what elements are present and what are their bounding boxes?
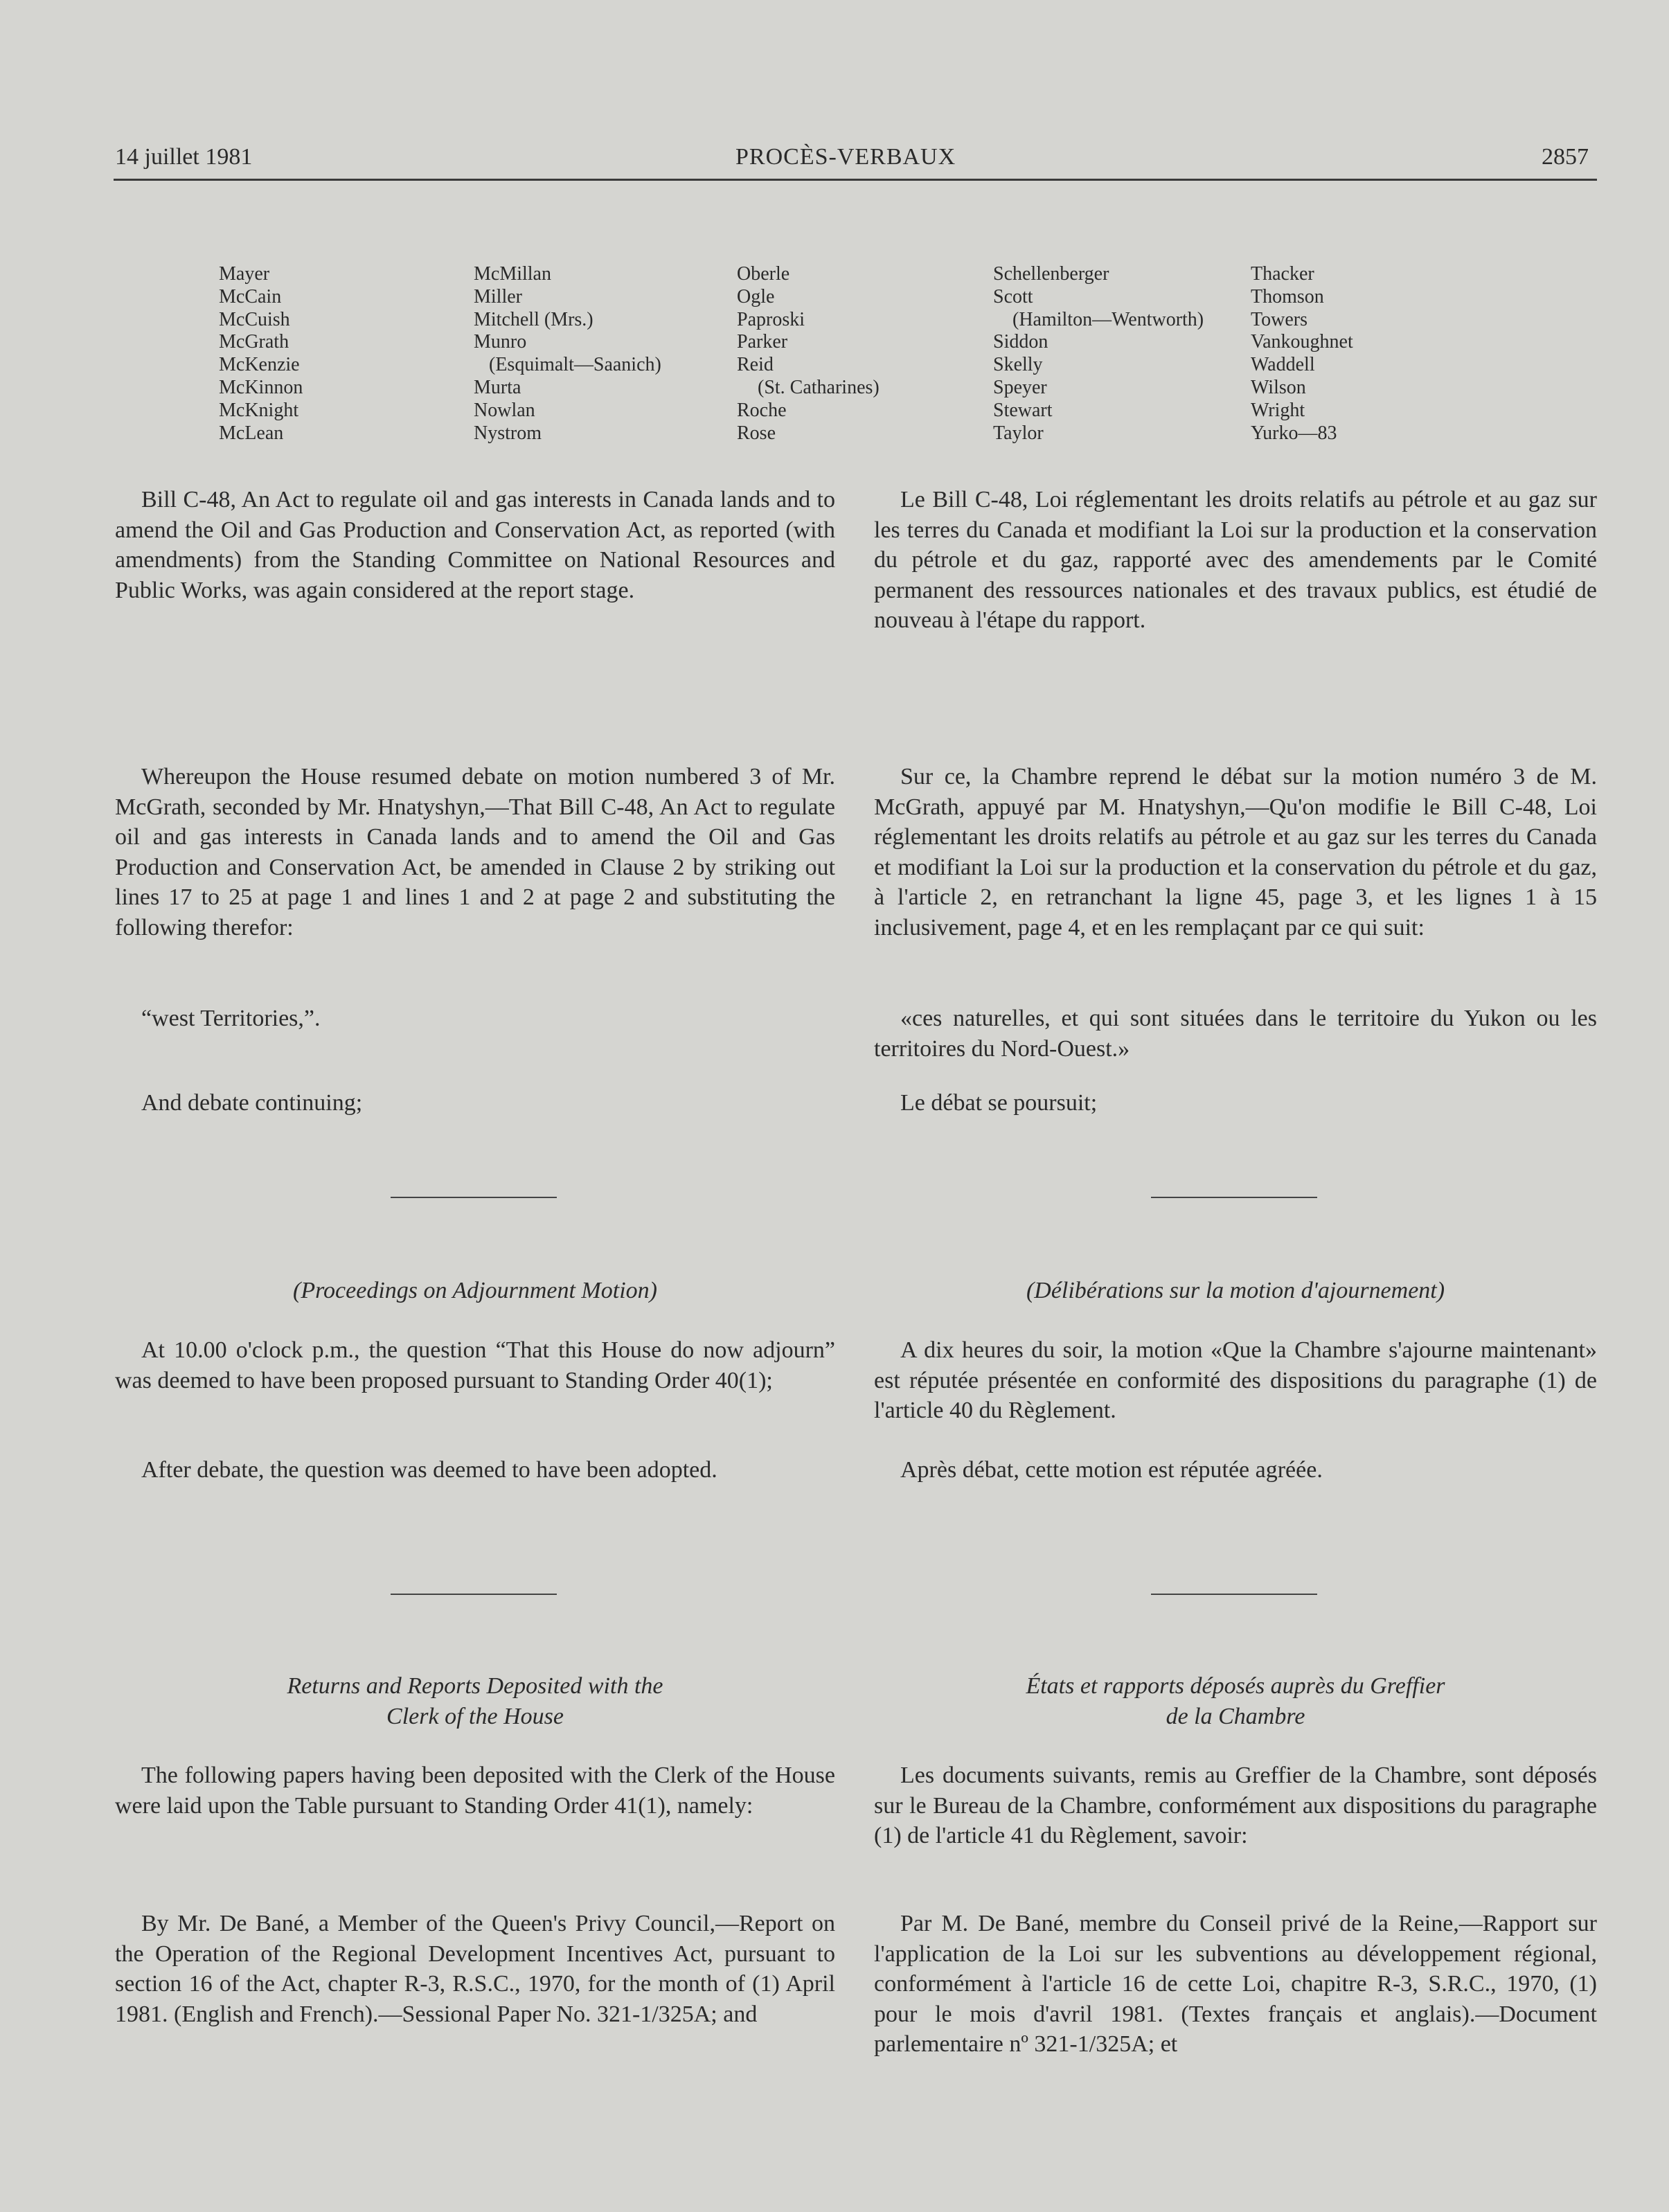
names-column-4 — [993, 263, 1204, 445]
page-number: 2857 — [1542, 144, 1589, 170]
fr-bill-paragraph: Le Bill C-48, Loi réglementant les droits relatifs au pétrole et au gaz sur les terres du Canada et modifiant la Loi sur la production et la conservation du pétrole et du gaz, rapporté avec des amendements par le Comité permanent des ressources nationales et des travaux publics, est étudié de nouveau à l'étape du rapport. — [874, 487, 1597, 633]
name-entry: McCain — [219, 285, 282, 307]
fr-separator — [1151, 1594, 1317, 1595]
en-returns-heading — [115, 1671, 835, 1731]
name-entry: Speyer — [993, 376, 1047, 398]
name-entry: Miller — [474, 285, 522, 307]
name-entry: Nystrom — [474, 422, 542, 444]
names-column-3 — [737, 263, 880, 445]
name-entry: Parker — [737, 331, 788, 353]
name-entry: Oberle — [737, 263, 790, 285]
name-entry: Vankoughnet — [1251, 331, 1353, 353]
names-column-5 — [1251, 263, 1353, 445]
en-separator — [391, 1594, 557, 1595]
name-entry: Murta — [474, 376, 521, 398]
name-entry: Nowlan — [474, 399, 535, 421]
name-entry: Wilson — [1251, 376, 1306, 398]
name-entry: Roche — [737, 399, 787, 421]
fr-returns-heading-line: États et rapports déposés auprès du Greffier — [1026, 1673, 1445, 1699]
name-entry: McKinnon — [219, 376, 303, 398]
name-entry: Mitchell (Mrs.) — [474, 308, 593, 330]
en-debate-paragraph: And debate continuing; — [141, 1090, 363, 1116]
name-entry: Thacker — [1251, 263, 1314, 285]
fr-adjournment-result: Après débat, cette motion est réputée agréée. — [900, 1457, 1323, 1483]
name-entry: Skelly — [993, 354, 1043, 376]
en-returns-heading-line: Clerk of the House — [386, 1703, 564, 1729]
fr-returns-heading-line: de la Chambre — [1166, 1703, 1305, 1729]
names-column-2 — [474, 263, 661, 445]
name-entry: Paproski — [737, 308, 805, 330]
name-entry: Schellenberger — [993, 263, 1109, 285]
fr-report-paragraph: Par M. De Bané, membre du Conseil privé de la Reine,—Rapport sur l'application de la Loi sur les subventions au développement régional, conformément à l'article 16 de cette Loi, chapitre R-3, S.R.C., 1970, (1) pour le mois d'avril 1981. (Textes français et anglais).—Document parlementaire nº 321-1/325A; et — [874, 1911, 1597, 2057]
name-entry: McKenzie — [219, 354, 300, 376]
name-entry: McCuish — [219, 308, 290, 330]
page-title: PROCÈS-VERBAUX — [735, 144, 956, 170]
en-report-paragraph: By Mr. De Bané, a Member of the Queen's Privy Council,—Report on the Operation of the Regional Development Incentives Act, pursuant to section 16 of the Act, chapter R-3, R.S.C., 1970, for the month of (1) April 1981. (English and French).—Sessional Paper No. 321-1/325A; and — [115, 1911, 835, 2027]
fr-adjournment-heading: (Délibérations sur la motion d'ajournement) — [1026, 1278, 1445, 1303]
name-entry: Rose — [737, 422, 776, 444]
fr-adjournment-paragraph: A dix heures du soir, la motion «Que la Chambre s'ajourne maintenant» est réputée présentée en conformité des dispositions du paragraphe (1) de l'article 40 du Règlement. — [874, 1337, 1597, 1423]
en-quote-paragraph: “west Territories,”. — [141, 1006, 321, 1031]
header-rule — [114, 179, 1597, 181]
name-entry: Towers — [1251, 308, 1308, 330]
name-entry: Ogle — [737, 285, 775, 307]
en-returns-paragraph: The following papers having been deposited with the Clerk of the House were laid upon the Table pursuant to Standing Order 41(1), namely: — [115, 1763, 835, 1819]
names-column-1 — [219, 263, 303, 445]
fr-returns-heading — [874, 1671, 1597, 1731]
name-entry: (Esquimalt—Saanich) — [489, 354, 661, 376]
name-entry: Mayer — [219, 263, 270, 285]
en-adjournment-paragraph: At 10.00 o'clock p.m., the question “That this House do now adjourn” was deemed to have been proposed pursuant to Standing Order 40(1); — [115, 1337, 835, 1393]
name-entry: Munro — [474, 331, 527, 353]
fr-separator — [1151, 1197, 1317, 1198]
en-whereupon-paragraph: Whereupon the House resumed debate on motion numbered 3 of Mr. McGrath, seconded by Mr. Hnatyshyn,—That Bill C-48, An Act to regulate oil and gas interests in Canada lands and to amend the Oil and Gas Production and Conservation Act, be amended in Clause 2 by striking out lines 17 to 25 at page 1 and lines 1 and 2 at page 2 and substituting the following therefor: — [115, 764, 835, 940]
name-entry: Yurko—83 — [1251, 422, 1337, 444]
name-entry: Taylor — [993, 422, 1044, 444]
en-separator — [391, 1197, 557, 1198]
fr-quote-paragraph: «ces naturelles, et qui sont situées dans le territoire du Yukon ou les territoires du Nord-Ouest.» — [874, 1006, 1597, 1062]
en-adjournment-result: After debate, the question was deemed to have been adopted. — [141, 1457, 717, 1483]
name-entry: Reid — [737, 354, 774, 376]
en-adjournment-heading: (Proceedings on Adjournment Motion) — [293, 1278, 657, 1303]
name-entry: (Hamilton—Wentworth) — [1012, 308, 1204, 330]
name-entry: Stewart — [993, 399, 1053, 421]
fr-returns-paragraph: Les documents suivants, remis au Greffier de la Chambre, sont déposés sur le Bureau de la Chambre, conformément aux dispositions du paragraphe (1) de l'article 41 du Règlement, savoir: — [874, 1763, 1597, 1848]
name-entry: (St. Catharines) — [758, 376, 880, 398]
name-entry: McMillan — [474, 263, 551, 285]
name-entry: McGrath — [219, 331, 289, 353]
name-entry: Wright — [1251, 399, 1305, 421]
name-entry: Thomson — [1251, 285, 1324, 307]
name-entry: McLean — [219, 422, 284, 444]
en-returns-heading-line: Returns and Reports Deposited with the — [287, 1673, 663, 1699]
name-entry: Scott — [993, 285, 1033, 307]
page-date: 14 juillet 1981 — [115, 144, 253, 170]
en-bill-paragraph: Bill C-48, An Act to regulate oil and gas interests in Canada lands and to amend the Oil and Gas Production and Conservation Act, as reported (with amendments) from the Standing Committee on National Resources and Public Works, was again considered at the report stage. — [115, 487, 835, 603]
fr-debate-paragraph: Le débat se poursuit; — [900, 1090, 1098, 1116]
name-entry: Siddon — [993, 331, 1048, 353]
fr-whereupon-paragraph: Sur ce, la Chambre reprend le débat sur la motion numéro 3 de M. McGrath, appuyé par M. Hnatyshyn,—Qu'on modifie le Bill C-48, Loi réglementant les droits relatifs au pétrole et au gaz sur les terres du Canada et modifiant la Loi sur la production et la conservation du pétrole et du gaz, à l'article 2, en retranchant la ligne 45, page 3, et les lignes 1 à 15 inclusivement, page 4, et en les remplaçant par ce qui suit: — [874, 764, 1597, 940]
name-entry: Waddell — [1251, 354, 1315, 376]
name-entry: McKnight — [219, 399, 299, 421]
